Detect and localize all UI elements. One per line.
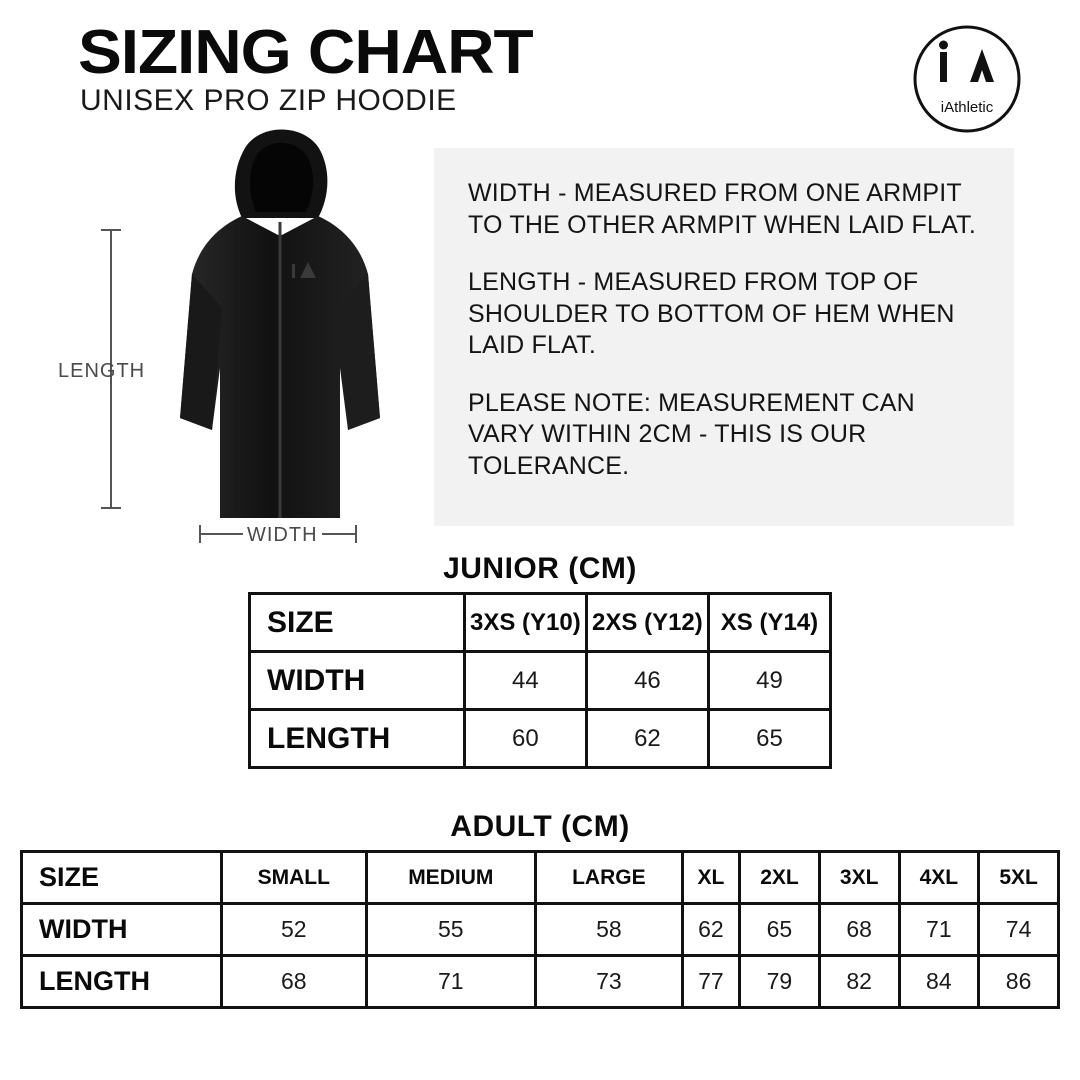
adult-width-0: 52 — [222, 904, 367, 956]
junior-width-1: 46 — [586, 652, 708, 710]
brand-logo-icon — [912, 24, 1022, 134]
adult-length-0: 68 — [222, 956, 367, 1008]
adult-head-size: SIZE — [22, 852, 222, 904]
adult-length-7: 86 — [979, 956, 1059, 1008]
measurement-notes-panel — [434, 148, 1014, 526]
junior-head-length: LENGTH — [250, 710, 465, 768]
table-row — [250, 594, 831, 652]
adult-width-4: 65 — [740, 904, 820, 956]
junior-size-table — [248, 592, 832, 769]
adult-width-3: 62 — [682, 904, 739, 956]
adult-size-1: MEDIUM — [366, 852, 535, 904]
junior-size-1: 2XS (Y12) — [586, 594, 708, 652]
junior-table-title: JUNIOR (CM) — [443, 552, 637, 585]
width-label: WIDTH — [243, 524, 322, 547]
adult-table-title: ADULT (CM) — [450, 810, 630, 843]
junior-length-1: 62 — [586, 710, 708, 768]
adult-width-1: 55 — [366, 904, 535, 956]
adult-size-table — [20, 850, 1060, 1009]
adult-length-3: 77 — [682, 956, 739, 1008]
adult-size-4: 2XL — [740, 852, 820, 904]
adult-width-7: 74 — [979, 904, 1059, 956]
adult-length-1: 71 — [366, 956, 535, 1008]
junior-length-0: 60 — [464, 710, 586, 768]
length-label: LENGTH — [58, 360, 146, 382]
table-row — [250, 710, 831, 768]
page-subtitle: UNISEX PRO ZIP HOODIE — [80, 84, 457, 117]
svg-text:iAthletic: iAthletic — [940, 99, 994, 116]
adult-size-3: XL — [682, 852, 739, 904]
adult-size-0: SMALL — [222, 852, 367, 904]
junior-size-0: 3XS (Y10) — [464, 594, 586, 652]
note-width: WIDTH - MEASURED FROM ONE ARMPIT TO THE OTHER ARMPIT WHEN LAID FLAT. — [468, 179, 977, 239]
adult-width-5: 68 — [819, 904, 899, 956]
adult-size-5: 3XL — [819, 852, 899, 904]
adult-width-2: 58 — [535, 904, 682, 956]
table-row — [22, 852, 1059, 904]
adult-size-6: 4XL — [899, 852, 979, 904]
hoodie-illustration — [150, 118, 410, 538]
adult-head-length: LENGTH — [22, 956, 222, 1008]
note-length: LENGTH - MEASURED FROM TOP OF SHOULDER TO BOTTOM OF HEM WHEN LAID FLAT. — [468, 268, 955, 359]
adult-length-6: 84 — [899, 956, 979, 1008]
junior-size-2: XS (Y14) — [708, 594, 830, 652]
page-title: SIZING CHART — [78, 18, 533, 87]
junior-width-2: 49 — [708, 652, 830, 710]
junior-head-width: WIDTH — [250, 652, 465, 710]
junior-width-0: 44 — [464, 652, 586, 710]
adult-length-2: 73 — [535, 956, 682, 1008]
table-row — [250, 652, 831, 710]
table-row — [22, 956, 1059, 1008]
adult-width-6: 71 — [899, 904, 979, 956]
junior-head-size: SIZE — [250, 594, 465, 652]
table-row — [22, 904, 1059, 956]
note-tolerance: PLEASE NOTE: MEASUREMENT CAN VARY WITHIN 2CM - THIS IS OUR TOLERANCE. — [468, 388, 915, 480]
adult-size-2: LARGE — [535, 852, 682, 904]
junior-length-2: 65 — [708, 710, 830, 768]
adult-length-4: 79 — [740, 956, 820, 1008]
adult-size-7: 5XL — [979, 852, 1059, 904]
adult-head-width: WIDTH — [22, 904, 222, 956]
adult-length-5: 82 — [819, 956, 899, 1008]
